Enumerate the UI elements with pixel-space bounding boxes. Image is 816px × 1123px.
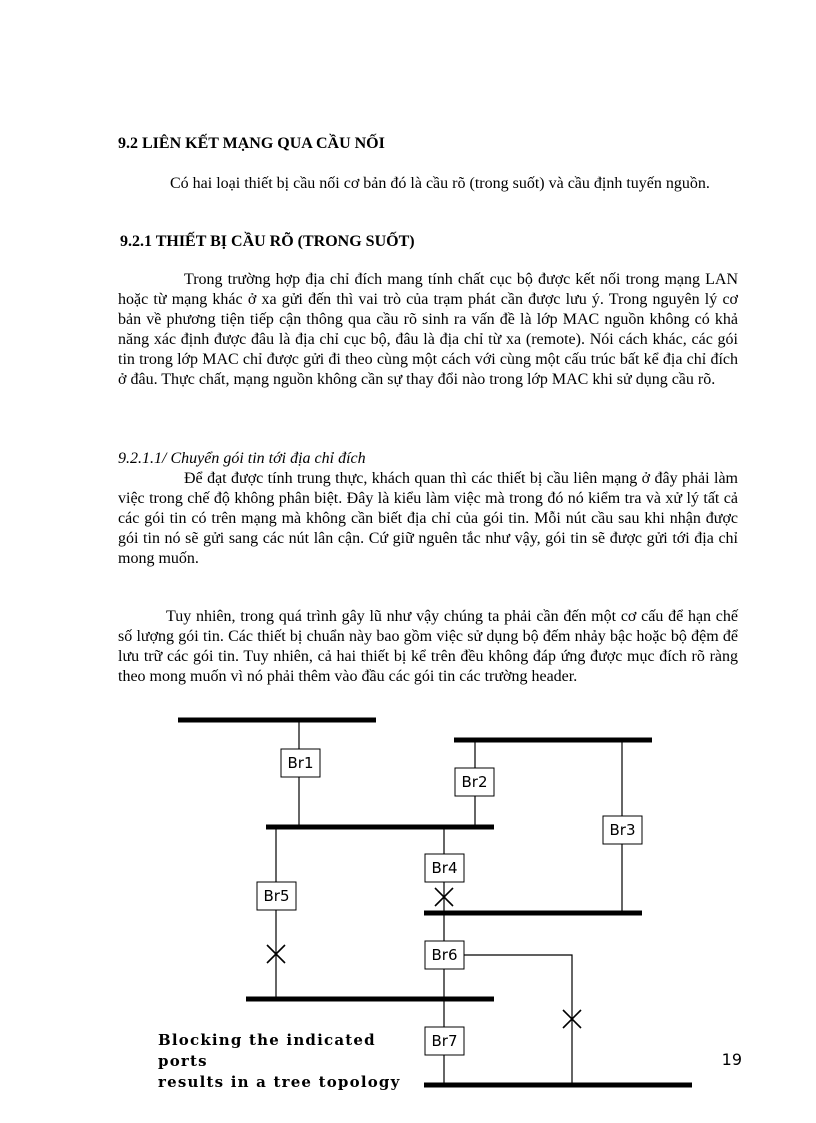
bridge-br6 [425, 941, 464, 969]
page-number: 19 [721, 1050, 742, 1069]
caption-line-2: ports [158, 1052, 208, 1070]
intro-paragraph: Có hai loại thiết bị cầu nối cơ bản đó là cầu rõ (trong suốt) và cầu định tuyến nguồn. [170, 175, 710, 192]
bridge-br4 [425, 854, 464, 882]
bridge-br1-label: Br1 [287, 754, 314, 772]
section-heading: 9.2 LIÊN KẾT MẠNG QUA CẦU NỐI [118, 135, 385, 152]
bridge-br3 [603, 816, 642, 844]
paragraph-2: Để đạt được tính trung thực, khách quan thì các thiết bị cầu liên mạng ở đây phải làm việc trong chế độ không phân biệt. Đây là kiểu làm việc mà trong đó nó kiểm tra và xử lý tất cả các gói tin có trên mạng mà không cần biết địa chỉ của gói tin. Mỗi nút cầu sau khi nhận được gói tin nó sẽ gửi sang các nút lân cận. Cứ giữ nguên tắc như vậy, gói tin sẽ được gửi tới địa chỉ mong muốn. [118, 470, 738, 567]
bridge-br1 [281, 749, 320, 777]
subsection-heading: 9.2.1 THIẾT BỊ CẦU RÕ (TRONG SUỐT) [120, 233, 415, 250]
paragraph-1: Trong trường hợp địa chỉ đích mang tính chất cục bộ được kết nối trong mạng LAN hoặc từ mạng khác ở xa gửi đến thì vai trò của trạm phát cần được lưu ý. Trong nguyên lý cơ bản về phương tiện tiếp cận thông qua cầu rõ sinh ra vấn đề là lớp MAC nguồn không có khả năng xác định được đâu là địa chỉ cục bộ, đâu là địa chỉ từ xa (remote). Nói cách khác, các gói tin trong lớp MAC chỉ được gửi đi theo cùng một cách với cùng một cấu trúc bất kể địa chỉ đích ở đâu. Thực chất, mạng nguồn không cần sự thay đổi nào trong lớp MAC khi sử dụng cầu rõ. [118, 271, 738, 388]
bridge-br7-label: Br7 [431, 1032, 458, 1050]
subsubsection-heading: 9.2.1.1/ Chuyển gói tin tới địa chỉ đích [118, 450, 366, 467]
bridge-br3-label: Br3 [609, 821, 636, 839]
bridge-br6-label: Br6 [431, 946, 458, 964]
caption-line-3: results in a tree topology [158, 1073, 401, 1091]
bridge-br5 [257, 882, 296, 910]
bridge-br2 [455, 768, 494, 796]
caption-line-1: Blocking the indicated [158, 1031, 376, 1049]
paragraph-3: Tuy nhiên, trong quá trình gây lũ như vậy chúng ta phải cần đến một cơ cấu để hạn chế số lượng gói tin. Các thiết bị chuẩn này bao gồm việc sử dụng bộ đếm nhảy bậc hoặc bộ đệm để lưu trữ các gói tin. Tuy nhiên, cả hai thiết bị kể trên đều không đáp ứng được mục đích rõ ràng theo mong muốn vì nó phải thêm vào đầu các gói tin các trường header. [118, 608, 738, 685]
bridge-br2-label: Br2 [461, 773, 488, 791]
bridge-br7 [425, 1027, 464, 1055]
diagram-caption [158, 1030, 418, 1093]
bridge-br5-label: Br5 [263, 887, 290, 905]
bridge-br4-label: Br4 [431, 859, 458, 877]
